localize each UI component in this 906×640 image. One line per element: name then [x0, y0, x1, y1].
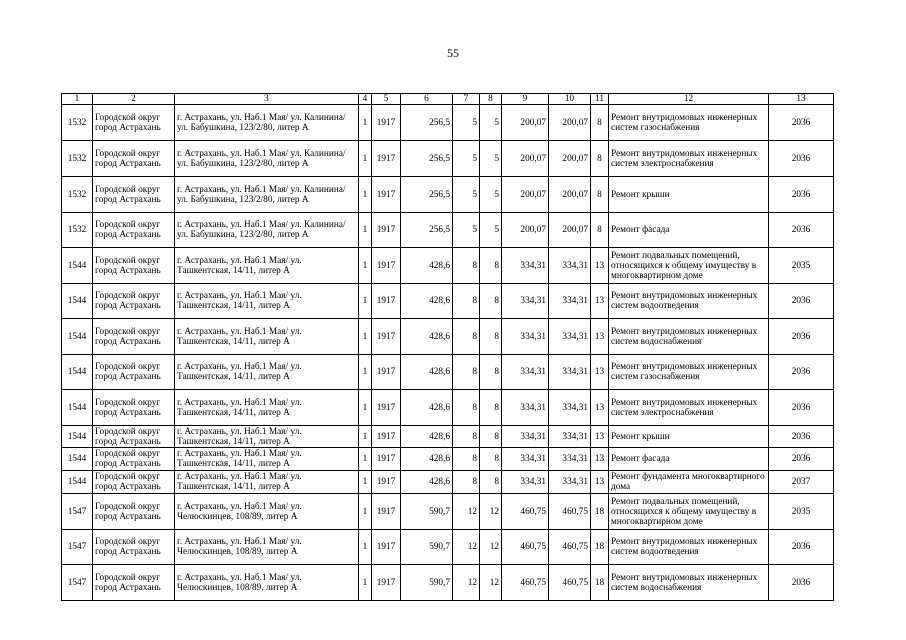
table-row: [62, 565, 834, 601]
cell-col7: 12: [453, 494, 480, 530]
cell-col4: 1: [359, 448, 372, 471]
column-header: 2: [93, 94, 175, 105]
cell-col10: 334,31: [549, 355, 591, 390]
cell-planned-year: 2036: [769, 530, 834, 565]
table-row: [62, 177, 834, 213]
cell-planned-year: 2036: [769, 319, 834, 355]
cell-area: 428,6: [401, 319, 453, 355]
cell-col7: 8: [453, 355, 480, 390]
cell-col11: 8: [591, 177, 609, 213]
cell-col9: 460,75: [502, 565, 549, 601]
cell-work-type: Ремонт внутридомовых инженерных систем газоснабжения: [609, 355, 769, 390]
cell-col4: 1: [359, 426, 372, 448]
cell-work-type: Ремонт подвальных помещений, относящихся к общему имуществу в многоквартирном доме: [609, 248, 769, 284]
cell-address: г. Астрахань, ул. Наб.1 Мая/ ул. Ташкентская, 14/11, литер А: [175, 448, 359, 471]
table-row: [62, 213, 834, 248]
cell-col7: 8: [453, 471, 480, 494]
cell-year: 1917: [372, 141, 401, 177]
cell-address: г. Астрахань, ул. Наб.1 Мая/ ул. Ташкентская, 14/11, литер А: [175, 471, 359, 494]
cell-col11: 8: [591, 105, 609, 141]
cell-col10: 334,31: [549, 248, 591, 284]
cell-col7: 8: [453, 284, 480, 319]
column-header: 10: [549, 94, 591, 105]
cell-municipality: Городской округ город Астрахань: [93, 213, 175, 248]
cell-municipality: Городской округ город Астрахань: [93, 448, 175, 471]
cell-col9: 334,31: [502, 426, 549, 448]
header-row: [62, 94, 834, 105]
cell-col8: 8: [480, 426, 502, 448]
cell-area: 428,6: [401, 390, 453, 426]
cell-area: 256,5: [401, 213, 453, 248]
cell-area: 428,6: [401, 248, 453, 284]
cell-planned-year: 2036: [769, 448, 834, 471]
table-row: [62, 426, 834, 448]
cell-address: г. Астрахань, ул. Наб.1 Мая/ ул. Калинина/ ул. Бабушкина, 123/2/80, литер А: [175, 213, 359, 248]
cell-municipality: Городской округ город Астрахань: [93, 248, 175, 284]
cell-number: 1547: [62, 494, 93, 530]
cell-work-type: Ремонт подвальных помещений, относящихся к общему имуществу в многоквартирном доме: [609, 494, 769, 530]
cell-col9: 200,07: [502, 213, 549, 248]
cell-work-type: Ремонт внутридомовых инженерных систем водоотведения: [609, 530, 769, 565]
cell-planned-year: 2036: [769, 105, 834, 141]
cell-year: 1917: [372, 248, 401, 284]
cell-col7: 5: [453, 105, 480, 141]
column-header: 13: [769, 94, 834, 105]
cell-number: 1532: [62, 213, 93, 248]
column-header: 12: [609, 94, 769, 105]
cell-planned-year: 2037: [769, 471, 834, 494]
cell-address: г. Астрахань, ул. Наб.1 Мая/ ул. Челюскинцев, 108/89, литер А: [175, 494, 359, 530]
cell-col9: 460,75: [502, 494, 549, 530]
cell-col11: 8: [591, 141, 609, 177]
cell-address: г. Астрахань, ул. Наб.1 Мая/ ул. Ташкентская, 14/11, литер А: [175, 355, 359, 390]
cell-work-type: Ремонт внутридомовых инженерных систем электроснабжения: [609, 390, 769, 426]
cell-col8: 5: [480, 213, 502, 248]
cell-col10: 200,07: [549, 213, 591, 248]
cell-year: 1917: [372, 530, 401, 565]
cell-col11: 18: [591, 494, 609, 530]
cell-number: 1544: [62, 448, 93, 471]
cell-area: 590,7: [401, 494, 453, 530]
cell-address: г. Астрахань, ул. Наб.1 Мая/ ул. Ташкентская, 14/11, литер А: [175, 390, 359, 426]
cell-col4: 1: [359, 565, 372, 601]
cell-area: 590,7: [401, 565, 453, 601]
cell-col10: 334,31: [549, 471, 591, 494]
cell-col4: 1: [359, 248, 372, 284]
cell-col8: 8: [480, 448, 502, 471]
cell-area: 590,7: [401, 530, 453, 565]
cell-number: 1544: [62, 355, 93, 390]
cell-work-type: Ремонт крыши: [609, 426, 769, 448]
cell-col4: 1: [359, 494, 372, 530]
column-header: 7: [453, 94, 480, 105]
cell-col11: 13: [591, 426, 609, 448]
cell-col4: 1: [359, 355, 372, 390]
cell-col9: 200,07: [502, 177, 549, 213]
cell-work-type: Ремонт внутридомовых инженерных систем газоснабжения: [609, 105, 769, 141]
cell-planned-year: 2036: [769, 390, 834, 426]
cell-municipality: Городской округ город Астрахань: [93, 105, 175, 141]
cell-col7: 8: [453, 390, 480, 426]
page-number: 55: [447, 46, 459, 60]
cell-number: 1544: [62, 248, 93, 284]
document-table: [61, 93, 834, 601]
cell-planned-year: 2036: [769, 565, 834, 601]
cell-col10: 334,31: [549, 284, 591, 319]
cell-year: 1917: [372, 448, 401, 471]
table-row: [62, 390, 834, 426]
cell-col8: 12: [480, 565, 502, 601]
cell-col10: 334,31: [549, 319, 591, 355]
cell-col7: 12: [453, 565, 480, 601]
cell-col9: 334,31: [502, 471, 549, 494]
cell-planned-year: 2035: [769, 494, 834, 530]
cell-address: г. Астрахань, ул. Наб.1 Мая/ ул. Калинина/ ул. Бабушкина, 123/2/80, литер А: [175, 177, 359, 213]
cell-address: г. Астрахань, ул. Наб.1 Мая/ ул. Ташкентская, 14/11, литер А: [175, 284, 359, 319]
cell-area: 428,6: [401, 448, 453, 471]
cell-address: г. Астрахань, ул. Наб.1 Мая/ ул. Калинина/ ул. Бабушкина, 123/2/80, литер А: [175, 105, 359, 141]
cell-year: 1917: [372, 105, 401, 141]
cell-col4: 1: [359, 105, 372, 141]
cell-col11: 13: [591, 284, 609, 319]
cell-year: 1917: [372, 494, 401, 530]
column-header: 3: [175, 94, 359, 105]
cell-col7: 12: [453, 530, 480, 565]
cell-planned-year: 2036: [769, 284, 834, 319]
cell-col8: 12: [480, 494, 502, 530]
cell-area: 256,5: [401, 141, 453, 177]
cell-planned-year: 2036: [769, 141, 834, 177]
cell-number: 1544: [62, 426, 93, 448]
cell-number: 1532: [62, 141, 93, 177]
cell-year: 1917: [372, 355, 401, 390]
table-row: [62, 284, 834, 319]
cell-col10: 200,07: [549, 141, 591, 177]
cell-col8: 8: [480, 471, 502, 494]
cell-col8: 5: [480, 141, 502, 177]
table-row: [62, 248, 834, 284]
cell-address: г. Астрахань, ул. Наб.1 Мая/ ул. Ташкентская, 14/11, литер А: [175, 248, 359, 284]
cell-col10: 200,07: [549, 105, 591, 141]
cell-municipality: Городской округ город Астрахань: [93, 355, 175, 390]
cell-number: 1544: [62, 319, 93, 355]
cell-col8: 8: [480, 248, 502, 284]
cell-address: г. Астрахань, ул. Наб.1 Мая/ ул. Калинина/ ул. Бабушкина, 123/2/80, литер А: [175, 141, 359, 177]
cell-col7: 8: [453, 448, 480, 471]
table-row: [62, 141, 834, 177]
cell-municipality: Городской округ город Астрахань: [93, 565, 175, 601]
cell-col9: 460,75: [502, 530, 549, 565]
cell-work-type: Ремонт внутридомовых инженерных систем водоотведения: [609, 284, 769, 319]
cell-col9: 334,31: [502, 390, 549, 426]
cell-col11: 13: [591, 248, 609, 284]
cell-col11: 13: [591, 471, 609, 494]
cell-col7: 5: [453, 213, 480, 248]
cell-year: 1917: [372, 565, 401, 601]
cell-planned-year: 2036: [769, 355, 834, 390]
cell-col8: 5: [480, 177, 502, 213]
cell-work-type: Ремонт фундамента многоквартирного дома: [609, 471, 769, 494]
cell-col4: 1: [359, 284, 372, 319]
cell-col8: 8: [480, 390, 502, 426]
column-header: 9: [502, 94, 549, 105]
cell-work-type: Ремонт крыши: [609, 177, 769, 213]
cell-col8: 5: [480, 105, 502, 141]
cell-work-type: Ремонт фасада: [609, 448, 769, 471]
cell-year: 1917: [372, 471, 401, 494]
cell-col9: 334,31: [502, 448, 549, 471]
cell-col11: 13: [591, 390, 609, 426]
cell-col4: 1: [359, 141, 372, 177]
table-row: [62, 355, 834, 390]
cell-col9: 334,31: [502, 248, 549, 284]
cell-municipality: Городской округ город Астрахань: [93, 471, 175, 494]
column-header: 4: [359, 94, 372, 105]
table-row: [62, 471, 834, 494]
cell-municipality: Городской округ город Астрахань: [93, 390, 175, 426]
cell-municipality: Городской округ город Астрахань: [93, 494, 175, 530]
cell-area: 428,6: [401, 355, 453, 390]
cell-col11: 13: [591, 319, 609, 355]
column-header: 6: [401, 94, 453, 105]
cell-col7: 5: [453, 177, 480, 213]
cell-col10: 460,75: [549, 530, 591, 565]
cell-col4: 1: [359, 177, 372, 213]
cell-year: 1917: [372, 177, 401, 213]
cell-address: г. Астрахань, ул. Наб.1 Мая/ ул. Челюскинцев, 108/89, литер А: [175, 530, 359, 565]
cell-planned-year: 2036: [769, 426, 834, 448]
cell-col10: 200,07: [549, 177, 591, 213]
cell-area: 428,6: [401, 471, 453, 494]
cell-col8: 8: [480, 319, 502, 355]
cell-municipality: Городской округ город Астрахань: [93, 177, 175, 213]
table-row: [62, 494, 834, 530]
cell-municipality: Городской округ город Астрахань: [93, 426, 175, 448]
cell-col4: 1: [359, 471, 372, 494]
cell-col9: 334,31: [502, 284, 549, 319]
cell-col4: 1: [359, 530, 372, 565]
cell-number: 1547: [62, 530, 93, 565]
cell-work-type: Ремонт внутридомовых инженерных систем водоснабжения: [609, 565, 769, 601]
table-row: [62, 530, 834, 565]
cell-area: 428,6: [401, 426, 453, 448]
cell-municipality: Городской округ город Астрахань: [93, 530, 175, 565]
cell-work-type: Ремонт внутридомовых инженерных систем водоснабжения: [609, 319, 769, 355]
cell-col8: 8: [480, 355, 502, 390]
cell-year: 1917: [372, 390, 401, 426]
cell-planned-year: 2036: [769, 213, 834, 248]
cell-area: 256,5: [401, 105, 453, 141]
cell-col4: 1: [359, 319, 372, 355]
cell-area: 428,6: [401, 284, 453, 319]
cell-col7: 8: [453, 319, 480, 355]
cell-planned-year: 2035: [769, 248, 834, 284]
cell-work-type: Ремонт внутридомовых инженерных систем электроснабжения: [609, 141, 769, 177]
cell-number: 1544: [62, 390, 93, 426]
column-header: 5: [372, 94, 401, 105]
cell-number: 1547: [62, 565, 93, 601]
cell-col8: 12: [480, 530, 502, 565]
cell-number: 1532: [62, 177, 93, 213]
cell-col7: 8: [453, 248, 480, 284]
cell-col11: 18: [591, 530, 609, 565]
table-body: [62, 105, 834, 601]
cell-area: 256,5: [401, 177, 453, 213]
cell-address: г. Астрахань, ул. Наб.1 Мая/ ул. Челюскинцев, 108/89, литер А: [175, 565, 359, 601]
cell-year: 1917: [372, 284, 401, 319]
cell-col11: 18: [591, 565, 609, 601]
cell-col9: 334,31: [502, 319, 549, 355]
cell-col10: 460,75: [549, 565, 591, 601]
cell-col9: 334,31: [502, 355, 549, 390]
cell-col7: 5: [453, 141, 480, 177]
cell-col10: 460,75: [549, 494, 591, 530]
cell-col9: 200,07: [502, 105, 549, 141]
column-header: 8: [480, 94, 502, 105]
cell-col10: 334,31: [549, 448, 591, 471]
cell-municipality: Городской округ город Астрахань: [93, 141, 175, 177]
cell-col7: 8: [453, 426, 480, 448]
cell-number: 1532: [62, 105, 93, 141]
cell-municipality: Городской округ город Астрахань: [93, 319, 175, 355]
cell-address: г. Астрахань, ул. Наб.1 Мая/ ул. Ташкентская, 14/11, литер А: [175, 319, 359, 355]
table-row: [62, 105, 834, 141]
cell-col8: 8: [480, 284, 502, 319]
cell-number: 1544: [62, 471, 93, 494]
column-header: 1: [62, 94, 93, 105]
cell-col11: 13: [591, 355, 609, 390]
cell-col10: 334,31: [549, 390, 591, 426]
column-header: 11: [591, 94, 609, 105]
cell-col4: 1: [359, 213, 372, 248]
cell-col4: 1: [359, 390, 372, 426]
table-row: [62, 319, 834, 355]
cell-year: 1917: [372, 426, 401, 448]
cell-col11: 13: [591, 448, 609, 471]
cell-year: 1917: [372, 213, 401, 248]
cell-planned-year: 2036: [769, 177, 834, 213]
cell-col10: 334,31: [549, 426, 591, 448]
table-row: [62, 448, 834, 471]
cell-col9: 200,07: [502, 141, 549, 177]
cell-address: г. Астрахань, ул. Наб.1 Мая/ ул. Ташкентская, 14/11, литер А: [175, 426, 359, 448]
cell-year: 1917: [372, 319, 401, 355]
cell-number: 1544: [62, 284, 93, 319]
cell-municipality: Городской округ город Астрахань: [93, 284, 175, 319]
cell-work-type: Ремонт фасада: [609, 213, 769, 248]
cell-col11: 8: [591, 213, 609, 248]
